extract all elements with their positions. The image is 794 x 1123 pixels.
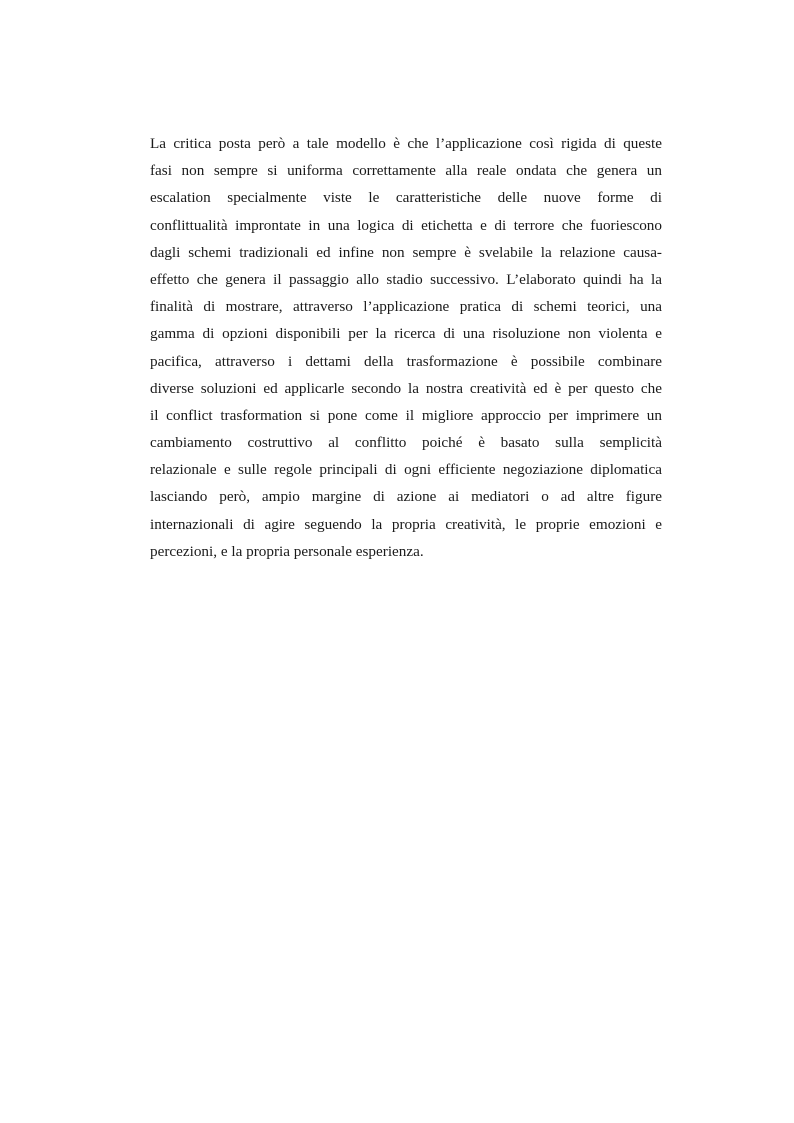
paragraph-line: internazionali di agire seguendo la propria creatività, le proprie emozioni e: [150, 515, 662, 533]
paragraph-line: dagli schemi tradizionali ed infine non sempre è svelabile la relazione causa-: [150, 243, 662, 261]
paragraph-line: diverse soluzioni ed applicarle secondo la nostra creatività ed è per questo che: [150, 379, 662, 397]
paragraph-line: percezioni, e la propria personale esperienza.: [150, 542, 424, 560]
paragraph-line: gamma di opzioni disponibili per la ricerca di una risoluzione non violenta e: [150, 325, 662, 343]
paragraph-line: escalation specialmente viste le caratteristiche delle nuove forme di: [150, 189, 662, 207]
paragraph-line: cambiamento costruttivo al conflitto poiché è basato sulla semplicità: [150, 434, 662, 452]
paragraph-line: finalità di mostrare, attraverso l’applicazione pratica di schemi teorici, una: [150, 298, 662, 316]
body-paragraph: [150, 130, 662, 565]
paragraph-line: il conflict trasformation si pone come il migliore approccio per imprimere un: [150, 406, 662, 424]
paragraph-line: La critica posta però a tale modello è che l’applicazione così rigida di queste: [150, 135, 662, 152]
paragraph-line: fasi non sempre si uniforma correttamente alla reale ondata che genera un: [150, 162, 662, 180]
paragraph-line: effetto che genera il passaggio allo stadio successivo. L’elaborato quindi ha la: [150, 270, 662, 288]
paragraph-line: lasciando però, ampio margine di azione ai mediatori o ad altre figure: [150, 488, 662, 506]
paragraph-line: conflittualità improntate in una logica di etichetta e di terrore che fuoriescono: [150, 216, 662, 234]
paragraph-line: relazionale e sulle regole principali di ogni efficiente negoziazione diplomatica: [150, 461, 662, 479]
paragraph-line: pacifica, attraverso i dettami della trasformazione è possibile combinare: [150, 352, 662, 370]
